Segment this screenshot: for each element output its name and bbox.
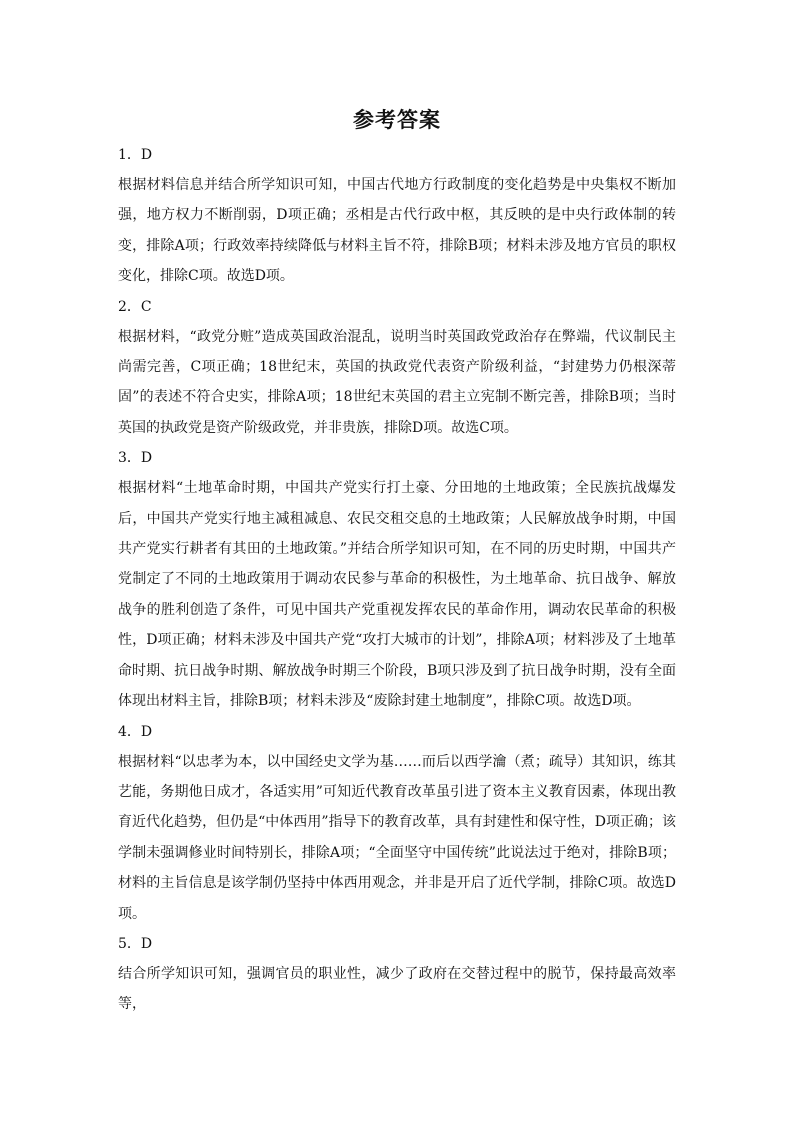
answer-item-4 <box>118 717 676 929</box>
answer-item-5 <box>118 929 676 1020</box>
page-title: 参考答案 <box>353 107 441 132</box>
answer-explanation: 根据材料“以忠孝为本，以中国经史文学为基……而后以西学瀹（煮；疏导）其知识，练其艺能，务期他日成才，各适实用”可知近代教育改革虽引进了资本主义教育因素，体现出教育近代化趋势，但仍是“中体西用”指导下的教育改革，具有封建性和保守性，D项正确；该学制未强调修业时间特别长，排除A项；“全面坚守中国传统”此说法过于绝对，排除B项；材料的主旨信息是该学制仍坚持中体西用观念，并非是开启了近代学制，排除C项。故选D项。 <box>118 753 676 922</box>
answer-explanation: 根据材料，“政党分赃”造成英国政治混乱，说明当时英国政党政治存在弊端，代议制民主尚需完善，C项正确；18世纪末，英国的执政党代表资产阶级利益，“封建势力仍根深蒂固”的表述不符合史实，排除A项；18世纪末英国的君主立宪制不断完善，排除B项；当时英国的执政党是资产阶级政党，并非贵族，排除D项。故选C项。 <box>118 328 676 436</box>
answer-item-3 <box>118 443 676 716</box>
question-number: 5．D <box>118 935 153 952</box>
answer-item-1 <box>118 140 676 292</box>
question-number: 2．C <box>118 298 152 315</box>
answer-item-2 <box>118 292 676 444</box>
question-number: 1．D <box>118 147 153 163</box>
answer-explanation: 根据材料“土地革命时期，中国共产党实行打土豪、分田地的土地政策；全民族抗战爆发后，中国共产党实行地主减租减息、农民交租交息的土地政策；人民解放战争时期，中国共产党实行耕者有其田的土地政策。”并结合所学知识可知，在不同的历史时期，中国共产党制定了不同的土地政策用于调动农民参与革命的积极性，为土地革命、抗日战争、解放战争的胜利创造了条件，可见中国共产党重视发挥农民的革命作用，调动农民革命的积极性，D项正确；材料未涉及中国共产党“攻打大城市的计划”，排除A项；材料涉及了土地革命时期、抗日战争时期、解放战争时期三个阶段，B项只涉及到了抗日战争时期，没有全面体现出材料主旨，排除B项；材料未涉及“废除封建土地制度”，排除C项。故选D项。 <box>118 480 676 710</box>
question-number: 4．D <box>118 723 153 740</box>
question-number: 3．D <box>118 450 153 467</box>
answer-explanation: 结合所学知识可知，强调官员的职业性，减少了政府在交替过程中的脱节，保持最高效率等， <box>118 965 676 1013</box>
answer-explanation: 根据材料信息并结合所学知识可知，中国古代地方行政制度的变化趋势是中央集权不断加强，地方权力不断削弱，D项正确；丞相是古代行政中枢，其反映的是中央行政体制的转变，排除A项；行政效率持续降低与材料主旨不符，排除B项；材料未涉及地方官员的职权变化，排除C项。故选D项。 <box>118 177 676 285</box>
